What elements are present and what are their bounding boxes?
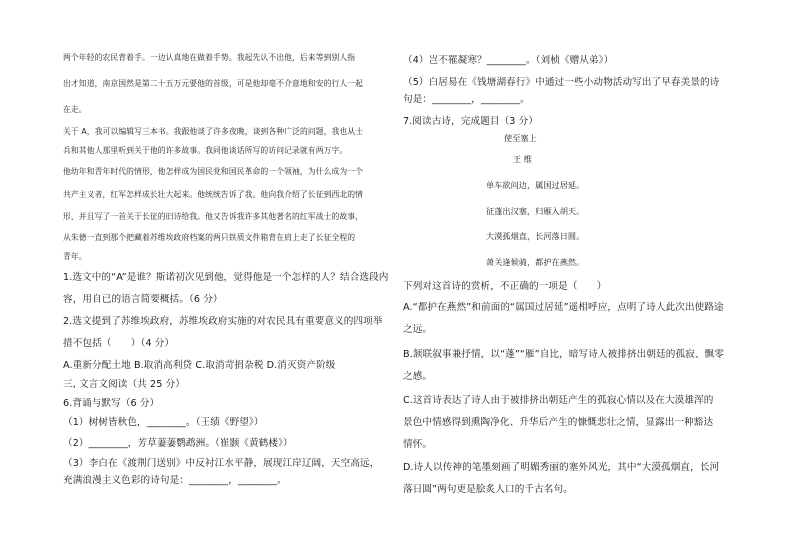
passage-line: 共产主义者，红军怎样成长壮大起来。他统统告诉了我。他向我介绍了长征到西北的情 bbox=[63, 190, 364, 199]
option-a-line: A.“都护在燕然”和前面的“属国过居延”遥相呼应，点明了诗人此次出使路途 bbox=[403, 302, 724, 313]
option-d-line: 落日圆”两句更是脍炙人口的千古名句。 bbox=[403, 484, 573, 495]
passage-line: 他幼年和青年时代的情形，他怎样成为国民党和国民革命的一个领袖，为什么成为一个 bbox=[63, 167, 364, 176]
question-6: 6.背诵与默写（6 分） bbox=[63, 398, 160, 409]
fill-blank-2: （2）________，芳草萋萋鹦鹉洲。（崔颢《黄鹤楼》） bbox=[63, 438, 293, 449]
option-a-line: 之远。 bbox=[403, 324, 433, 335]
question-1-line: 容，用自已的语言简要概括。（6 分） bbox=[63, 294, 223, 305]
section-3-heading: 三, 文言文阅读（共 25 分） bbox=[63, 379, 185, 390]
question-2-line: 措不包括（ ）（4 分） bbox=[63, 338, 175, 349]
poem-line: 征蓬出汉塞，归雁入胡天。 bbox=[486, 206, 585, 216]
fill-blank-5-line: （5）白居易在《钱塘湖春行》中通过一些小动物活动写出了早春美景的诗 bbox=[403, 77, 720, 88]
question-1-line: 1.选文中的“A”是谁？斯诺初次见到他，觉得他是一个怎样的人？结合选段内 bbox=[63, 272, 389, 283]
option-d-line: D.诗人以传神的笔墨刻画了明媚秀丽的塞外风光，其中“大漠孤烟直，长河 bbox=[403, 462, 720, 473]
poem-line: 单车欲问边，属国过居延。 bbox=[486, 180, 585, 190]
question-7-stem: 下列对这首诗的赏析，不正确的一项是（ ） bbox=[403, 281, 607, 292]
fill-blank-4: （4）岂不罹凝寒？________。（刘桢《赠从弟》） bbox=[403, 55, 614, 66]
poem-title: 使至塞上 bbox=[504, 133, 537, 143]
question-2-options: A.重新分配土地 B.取消高利贷 C.取消苛捐杂税 D.消灭资产阶级 bbox=[63, 360, 336, 371]
option-c-line: 景色中情感得到熏陶净化、升华后产生的慷慨悲壮之情，显露出一种豁达 bbox=[403, 417, 714, 428]
fill-blank-3-line: （3）李白在《渡荆门送别》中反衬江水平静，展现江岸辽阔，天空高远， bbox=[63, 458, 380, 469]
passage-line: 关于 A，我可以编辑写三本书。我跟他谈了许多夜晚，谈到各种广泛的问题，我也从士 bbox=[63, 127, 364, 136]
passage-line: 兵和其他人那里听到关于他的许多故事。我同他谈话所写的访问记录就有两万字。 bbox=[63, 146, 348, 155]
passage-line: 两个年轻的农民背着手。一边认真地在做着手势。我起先认不出他，后来等到别人指 bbox=[63, 53, 356, 62]
passage-line: 青年。 bbox=[63, 252, 87, 261]
passage-line: 在走。 bbox=[63, 105, 87, 114]
poem-author: 王 维 bbox=[513, 154, 532, 164]
passage-line: 出才知道，南京国然是第二十五万元要他的首级，可是他却毫不介意地和安的行人一起 bbox=[63, 79, 364, 88]
option-c-line: 情怀。 bbox=[403, 439, 433, 450]
option-b-line: B.颔联叙事兼抒情，以“蓬”“雁”自比，暗写诗人被排挤出朝廷的孤寂、飘零 bbox=[403, 349, 724, 360]
poem-line: 萧关逢候骑，都护在燕然。 bbox=[486, 257, 585, 267]
fill-blank-1: （1）树树皆秋色，________。（王绩《野望》） bbox=[63, 417, 264, 428]
question-7: 7.阅读古诗，完成题目（3 分） bbox=[403, 116, 539, 127]
question-2-line: 2.选文提到了苏维埃政府，苏维埃政府实施的对农民具有重要意义的四项举 bbox=[63, 316, 383, 327]
option-c-line: C.这首诗表达了诗人由于被排挤出朝廷产生的孤寂心情以及在大漠雄浑的 bbox=[403, 395, 714, 406]
fill-blank-3-line: 充满浪漫主义色彩的诗句是：________，________。 bbox=[63, 475, 287, 486]
poem-line: 大漠孤烟直，长河落日圆。 bbox=[486, 231, 585, 241]
passage-line: 从朱德一直到那个把藏着苏维埃政府档案的两只铁质文件箱背在肩上走了长征全程的 bbox=[63, 233, 356, 242]
passage-line: 形，并且写了一首关于长征的旧诗给我。他又告诉我许多其他著名的红军战士的故事， bbox=[63, 212, 364, 221]
option-b-line: 之感。 bbox=[403, 371, 433, 382]
fill-blank-5-line: 句是：________，________。 bbox=[403, 94, 530, 105]
